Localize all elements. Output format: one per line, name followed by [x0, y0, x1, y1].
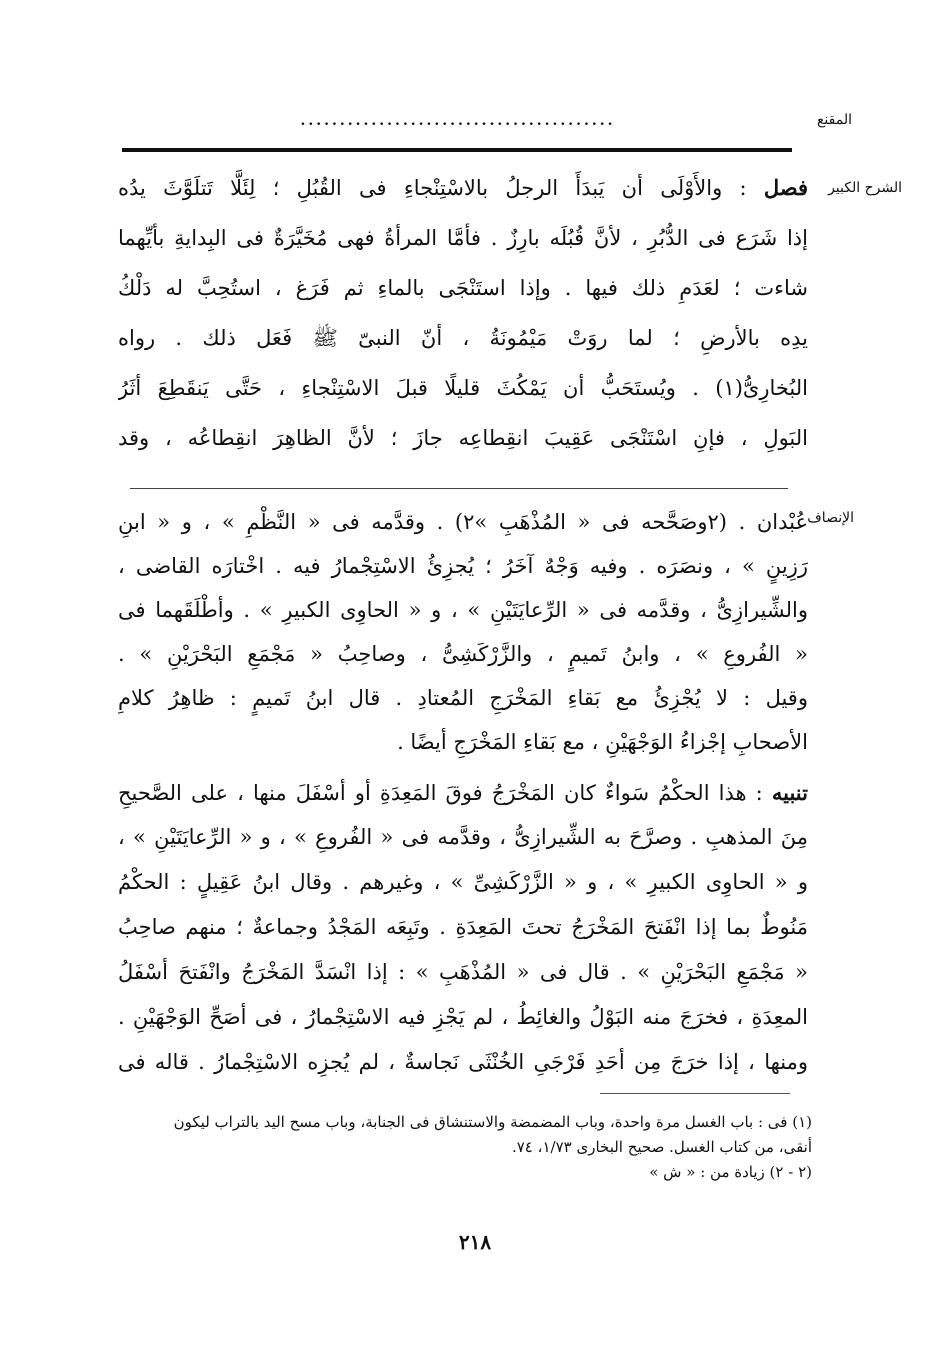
section-divider [130, 488, 788, 489]
insaf-line-3: والشِّيرازِىُّ ، وقدَّمه فى « الرِّعايَتَيْنِ » ، و « الحاوِى الكبيرِ » . وأطْلَقَهما فى [118, 598, 808, 622]
footnote-1-line-1: (١) فى : باب الغسل مرة واحدة، وباب المضمضة والاستنشاق فى الجنابة، وباب مسح اليد بالتراب ليكون [173, 1113, 812, 1131]
sharh-line-2: إذا شَرَع فى الدُّبُرِ ، لأنَّ قُبُلَه بارِزٌ . فأمَّا المرأةُ فهى مُخَيَّرَةٌ فى البِدايةِ بأيِّهما [118, 226, 808, 250]
insaf-line-6: الأصحابِ إجْزاءُ الوَجْهَيْنِ ، مع بَقاءِ المَخْرَجِ أيضًا . [397, 730, 808, 754]
tanbih-line-4: مَنُوطٌ بما إذا انْفَتحَ المَخْرَجُ تحتَ المَعِدَةِ . وتَبِعَه المَجْدُ وجماعةٌ ؛ منهم صاحِبُ [118, 915, 808, 939]
tanbih-line-5: « مَجْمَعِ البَحْرَيْنِ » . قال فى « المُذْهَبِ » : إذا انْسَدَّ المَخْرَجُ وانْفَتحَ أسْفَلُ [118, 960, 808, 984]
sharh-line-1: فصل : والأَوْلَى أن يَبدَأَ الرجلُ بالاسْتِنْجاءِ فى القُبُلِ ؛ لِئَلَّا تَتلَوَّثَ يدُه [118, 175, 808, 200]
footnotes [122, 1110, 812, 1185]
tanbih-line-1: تنبيه : هذا الحكْمُ سَواءٌ كان المَخْرَجُ فوقَ المَعِدَةِ أو أسْفَلَ منها ، على الصَّحيحِ [118, 780, 808, 805]
section-label-insaf: الإنصاف [807, 510, 854, 526]
tanbih-line-6: المعِدَةِ ، فخرَجَ منه البَوْلُ والغائِطُ ، لم يَجْزِ فيه الاسْتِجْمارُ ، فى أصَحِّ الوَجْهَيْنِ . [118, 1005, 808, 1029]
section-label-sharh: الشرح الكبير [828, 180, 902, 196]
footnote-rule [600, 1093, 790, 1094]
tanbih-line-2: مِنَ المذهبِ . وصرَّحَ به الشِّيرازِىُّ ، وقدَّمه فى « الفُروعِ » ، و « الرِّعايَتَيْنِ » ، [118, 825, 808, 849]
insaf-line-1: عُبْدان . (٢وصَحَّحه فى « المُذْهَبِ »٢) . وقدَّمه فى « النَّظْمِ » ، و « ابنِ [118, 510, 808, 534]
tanbih-text-block [118, 770, 808, 1085]
header-dotted-leader: ........................................ [300, 113, 616, 129]
footnote-1-line-2: أنقى، من كتاب الغسل. صحيح البخارى ١/٧٣، ٧٤. [511, 1138, 812, 1156]
sharh-line-4: يدِه بالأرضِ ؛ لما روَتْ مَيْمُونَةُ ، أنّ النبىّ ﷺ فَعَل ذلك . رواه [118, 326, 808, 350]
fasl-heading: فصل [763, 175, 808, 200]
insaf-line-4: « الفُروعِ » ، وابنُ تَميمٍ ، والزَّرْكَشِىُّ ، وصاحِبُ « مَجْمَعِ البَحْرَيْنِ » . [118, 642, 808, 666]
insaf-line-2: رَزِينٍ » ، ونصَرَه . وفيه وَجْهٌ آخَرُ ؛ يُجزِئُ الاسْتِجْمارُ فيه . اخْتارَه القاضى ، [118, 554, 808, 578]
insaf-text-block [118, 500, 808, 764]
sharh-line-5: البُخارِىُّ(١) . ويُستَحَبُّ أن يَمْكُثَ قليلًا قبلَ الاسْتِنْجاءِ ، حَتَّى يَنقَطِعَ أثَرُ [118, 376, 808, 400]
tanbih-heading: تنبيه [771, 780, 808, 805]
sharh-line-6: البَولِ ، فإنِ اسْتَنْجَى عَقِيبَ انقِطاعِه جازَ ؛ لأنَّ الظاهِرَ انقِطاعُه ، وقد [118, 426, 808, 450]
header-rule [122, 148, 792, 152]
insaf-line-5: وقيل : لا يُجْزِئُ مع بَقاءِ المَخْرَجِ المُعتادِ . قال ابنُ تَميمٍ : ظاهِرُ كلامِ [118, 686, 808, 710]
sharh-text-block [118, 163, 808, 463]
book-title-header: المقنع [816, 112, 852, 128]
sharh-line-3: شاءت ؛ لعَدَمِ ذلك فيها . وإذا استَنْجَى بالماءِ ثم فَرَغ ، استُحِبَّ له دَلْكُ [118, 276, 808, 300]
page-number: ٢١٨ [458, 1230, 492, 1254]
tanbih-line-3: و « الحاوِى الكبيرِ » ، و « الزَّرْكَشِىِّ » ، وغيرهم . وقال ابنُ عَقِيلٍ : الحكْمُ [118, 870, 808, 894]
footnote-2: (٢ - ٢) زيادة من : « ش » [649, 1163, 812, 1181]
tanbih-line-7: ومنها ، إذا خرَجَ مِن أحَدِ فَرْجَىِ الخُنْثَى نَجاسةٌ ، لم يُجزِه الاسْتِجْمارُ . قاله فى [118, 1050, 808, 1074]
